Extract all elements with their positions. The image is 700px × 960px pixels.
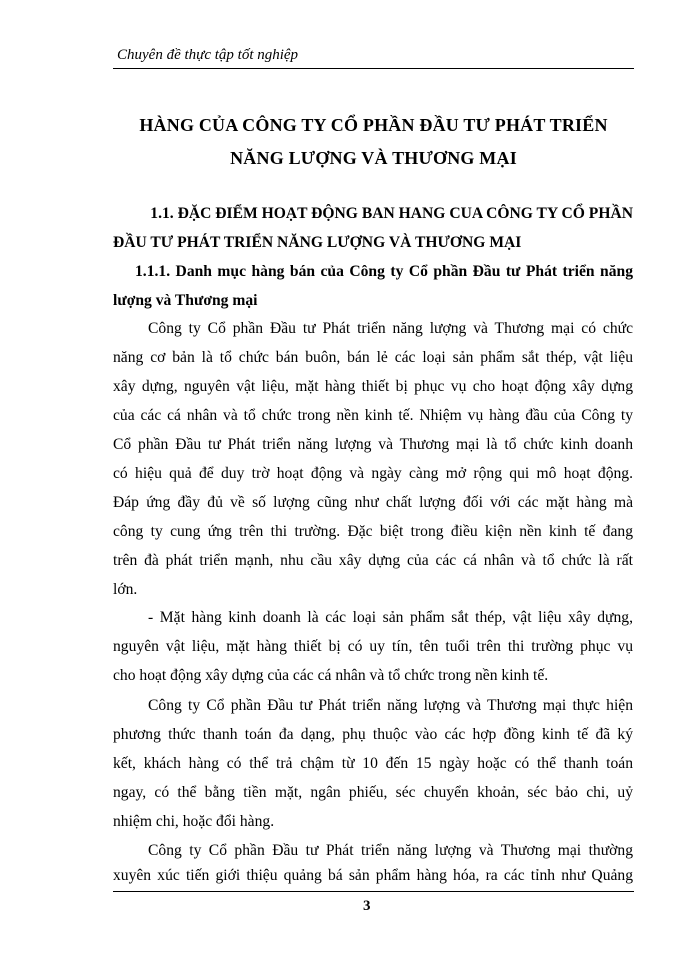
paragraph-line: phương thức thanh toán đa dạng, phụ thuộc vào các hợp đồng kinh tế đã ký (113, 726, 633, 743)
paragraph-line: công ty cung ứng trên thi trường. Đặc biệt trong điều kiện nền kinh tế đang (113, 523, 633, 540)
paragraph-line: nguyên vật liệu, mặt hàng thiết bị có uy tín, tên tuổi trên thi trường phục vụ (113, 638, 633, 655)
paragraph-line: Công ty Cổ phần Đầu tư Phát triển năng lượng và Thương mại thực hiện (148, 697, 633, 714)
paragraph-line: có hiệu quả để duy trờ hoạt động và ngày càng mở rộng qui mô hoạt động. (113, 465, 633, 482)
paragraph-line: nhiệm chi, hoặc đổi hàng. (113, 813, 275, 830)
paragraph-line: của các cá nhân và tổ chức trong nền kinh tế. Nhiệm vụ hàng đầu của Công ty (113, 407, 633, 424)
paragraph-line: cho hoạt động xây dựng của các cá nhân và tổ chức trong nền kinh tế. (113, 667, 549, 684)
chapter-title-line-2: NĂNG LƯỢNG VÀ THƯƠNG MẠI (230, 148, 517, 168)
section-heading-line-1: 1.1. ĐẶC ĐIỂM HOẠT ĐỘNG BAN HANG CUA CÔNG TY CỔ PHẦN (150, 205, 633, 222)
paragraph-line: xây dựng, nguyên vật liệu, mặt hàng thiết bị phục vụ cho hoạt động xây dựng (113, 378, 633, 395)
paragraph-line: Đáp ứng đầy đủ về số lượng cũng như chất lượng đối với các mặt hàng mà (113, 494, 633, 511)
paragraph-line: kết, khách hàng có thể trả chậm từ 10 đến 15 ngày hoặc có thể thanh toán (113, 755, 633, 772)
footer-divider (113, 891, 634, 892)
paragraph-line: lớn. (113, 581, 138, 598)
subsection-heading-line-1: 1.1.1. Danh mục hàng bán của Công ty Cổ phần Đầu tư Phát triển năng (135, 263, 633, 280)
paragraph-line: Công ty Cổ phần Đầu tư Phát triển năng lượng và Thương mại có chức (148, 320, 633, 337)
paragraph-line: - Mặt hàng kinh doanh là các loại sản phẩm sắt thép, vật liệu xây dựng, (148, 609, 633, 626)
running-header: Chuyên đề thực tập tốt nghiệp (117, 47, 299, 63)
paragraph-line: xuyên xúc tiến giới thiệu quảng bá sản phẩm hàng hóa, ra các tỉnh như Quảng (113, 867, 633, 884)
header-divider (113, 68, 634, 69)
paragraph-line: ngay, có thể bằng tiền mặt, ngân phiếu, séc chuyển khoản, séc bảo chi, uỷ (113, 784, 633, 801)
page-number: 3 (363, 898, 371, 914)
paragraph-line: trên đà phát triển mạnh, nhu cầu xây dựng của các cá nhân và tổ chức là rất (113, 552, 633, 569)
paragraph-line: Công ty Cổ phần Đầu tư Phát triển năng lượng và Thương mại thường (148, 842, 633, 859)
paragraph-line: Cổ phần Đầu tư Phát triển năng lượng và Thương mại là tổ chức kinh doanh (113, 436, 633, 453)
paragraph-line: năng cơ bản là tổ chức bán buôn, bán lẻ các loại sản phẩm sắt thép, vật liệu (113, 349, 633, 366)
section-heading-line-2: ĐẦU TƯ PHÁT TRIỂN NĂNG LƯỢNG VÀ THƯƠNG MẠI (113, 234, 522, 251)
chapter-title-line-1: HÀNG CỦA CÔNG TY CỔ PHẦN ĐẦU TƯ PHÁT TRIỂN (139, 115, 608, 135)
subsection-heading-line-2: lượng và Thương mại (113, 292, 258, 309)
